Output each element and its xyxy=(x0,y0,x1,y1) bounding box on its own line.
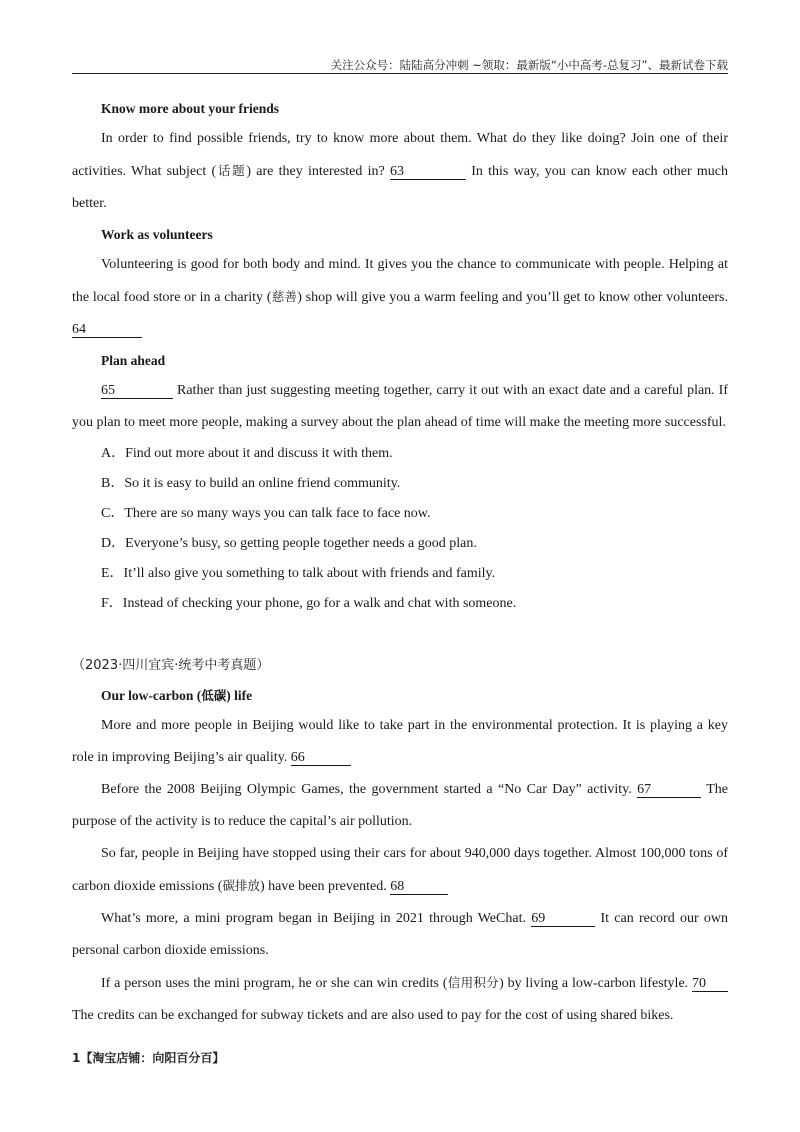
option-d: D．Everyone’s busy, so getting people together needs a good plan. xyxy=(101,536,477,551)
section-heading-plan: Plan ahead xyxy=(101,353,166,368)
paragraph-volunteers: Volunteering is good for both body and mind. It gives you the chance to communicate with people. Helping at the local food store or in a charity (慈善) shop will give you a warm feeling and you’ll get to know other volunteers. 64 xyxy=(72,257,728,337)
option-e: E．It’ll also give you something to talk about with friends and family. xyxy=(101,566,496,581)
paragraph-67: Before the 2008 Beijing Olympic Games, the government started a “No Car Day” activity. 67 The purpose of the activity is to reduce the capital’s air pollution. xyxy=(72,782,728,829)
option-a: A．Find out more about it and discuss it with them. xyxy=(101,446,393,461)
blank-63[interactable]: 63 xyxy=(390,164,466,180)
blank-64[interactable]: 64 xyxy=(72,322,142,338)
header-rule xyxy=(72,73,728,74)
paragraph-68: So far, people in Beijing have stopped using their cars for about 940,000 days together. Almost 100,000 tons of carbon dioxide emissions (碳排放) have been prevented. 68 xyxy=(72,846,728,894)
section-heading-friends: Know more about your friends xyxy=(101,101,280,116)
paragraph-69: What’s more, a mini program began in Beijing in 2021 through WeChat. 69 It can record our own personal carbon dioxide emissions. xyxy=(72,911,728,958)
blank-69[interactable]: 69 xyxy=(531,911,595,927)
paragraph-friends: In order to find possible friends, try to know more about them. What do they like doing? Join one of their activities. What subject (话题) are they interested in? 63 In this way, you can know each other much better. xyxy=(72,131,729,211)
passage-source: （2023·四川宜宾·统考中考真题） xyxy=(72,658,270,673)
blank-67[interactable]: 67 xyxy=(637,782,701,798)
blank-68[interactable]: 68 xyxy=(390,879,448,895)
passage-title: Our low-carbon (低碳) life xyxy=(101,688,253,703)
paragraph-plan: 65 Rather than just suggesting meeting together, carry it out with an exact date and a careful plan. If you plan to meet more people, making a survey about the plan ahead of time will make the meeting more successful. xyxy=(72,383,728,430)
paragraph-70: If a person uses the mini program, he or she can win credits (信用积分) by living a low-carbon lifestyle. 70 The credits can be exchanged for subway tickets and are also used to pay for the cost of using shared bikes. xyxy=(72,967,728,1032)
document-body xyxy=(72,94,728,1032)
page-footer: 1【淘宝店铺：向阳百分百】 xyxy=(72,1051,225,1065)
option-b: B．So it is easy to build an online friend community. xyxy=(101,476,401,491)
section-heading-volunteers: Work as volunteers xyxy=(101,227,213,242)
blank-66[interactable]: 66 xyxy=(291,750,351,766)
options-list xyxy=(72,439,728,619)
blank-65[interactable]: 65 xyxy=(101,383,173,399)
option-c: C．There are so many ways you can talk face to face now. xyxy=(101,506,431,521)
option-f: F．Instead of checking your phone, go for a walk and chat with someone. xyxy=(101,596,517,611)
page-header: 关注公众号：陆陆高分冲刺 ~领取：最新版“小中高考-总复习”、最新试卷下载 xyxy=(330,58,728,72)
paragraph-66: More and more people in Beijing would like to take part in the environmental protection. It is playing a key role in improving Beijing’s air quality. 66 xyxy=(72,718,728,765)
blank-70[interactable]: 70 xyxy=(692,976,728,992)
